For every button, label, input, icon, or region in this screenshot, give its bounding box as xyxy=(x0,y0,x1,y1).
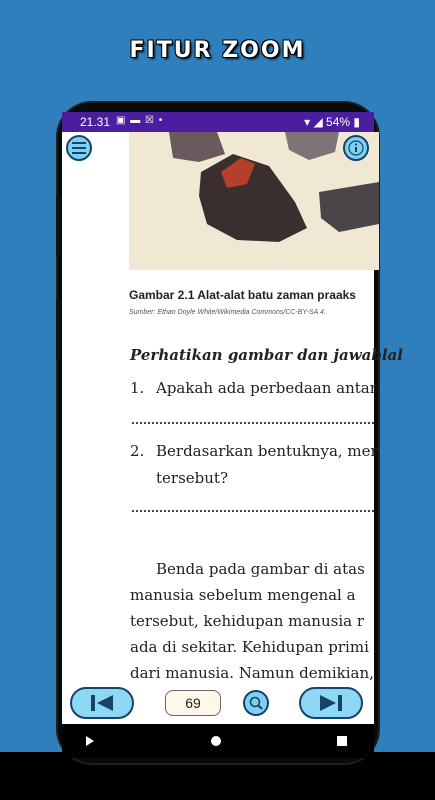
status-right xyxy=(304,115,360,129)
answer-line xyxy=(132,510,374,512)
status-time: 21.31 xyxy=(80,115,111,129)
answer-line xyxy=(132,422,374,424)
phone-side-button xyxy=(56,300,60,360)
stone-tool xyxy=(285,132,339,160)
phone-side-button xyxy=(56,195,60,255)
nav-bar-icons xyxy=(62,724,374,758)
question-number: 2. xyxy=(130,442,145,460)
question-number: 1. xyxy=(130,379,145,397)
phone-screen xyxy=(62,112,403,758)
status-bar xyxy=(62,112,374,132)
stone-tool xyxy=(169,132,225,162)
info-icon xyxy=(348,140,364,156)
promo-title: FITUR ZOOM xyxy=(129,38,306,63)
question-text-continued: tersebut? xyxy=(156,469,228,487)
stone-tools-illustration xyxy=(129,132,379,270)
info-button[interactable] xyxy=(343,135,369,161)
paragraph-line: Benda pada gambar di atas xyxy=(156,560,365,578)
menu-button[interactable] xyxy=(66,135,92,161)
figure-image xyxy=(129,132,379,270)
battery-icon: ▮ xyxy=(353,115,360,129)
paragraph-line: ada di sekitar. Kehidupan primi xyxy=(130,638,369,656)
page-number-field[interactable]: 69 xyxy=(165,690,221,716)
signal-icon: ▾ ◢ xyxy=(304,115,327,129)
figure-source: Sumber: Ethan Doyle White/Wikimedia Commons/CC-BY-SA 4. xyxy=(129,309,326,316)
next-page-button[interactable] xyxy=(299,687,363,719)
question-text: Apakah ada perbedaan antar xyxy=(156,379,377,397)
instruction-text: Perhatikan gambar dan jawablal xyxy=(130,346,403,364)
previous-page-button[interactable] xyxy=(70,687,134,719)
battery-level: 54% xyxy=(326,115,351,129)
search-icon xyxy=(249,696,263,710)
stone-tool xyxy=(319,182,379,232)
paragraph-line: manusia sebelum mengenal a xyxy=(130,586,356,604)
notification-icons: ▣ ▬ ☒ • xyxy=(116,115,164,126)
search-button[interactable] xyxy=(243,690,269,716)
skip-next-icon xyxy=(320,695,342,711)
recents-icon xyxy=(337,736,347,746)
menu-icon xyxy=(72,142,86,154)
paragraph-line: dari manusia. Namun demikian, xyxy=(130,664,374,682)
skip-previous-icon xyxy=(91,695,113,711)
paragraph-line: tersebut, kehidupan manusia r xyxy=(130,612,365,630)
back-icon xyxy=(86,736,94,746)
home-icon xyxy=(211,736,221,746)
book-viewer[interactable] xyxy=(62,132,403,702)
page-toolbar xyxy=(62,684,374,724)
question-text: Berdasarkan bentuknya, mer xyxy=(156,442,378,460)
android-nav-bar xyxy=(62,724,374,758)
figure-caption: Gambar 2.1 Alat-alat batu zaman praaks xyxy=(129,288,356,302)
